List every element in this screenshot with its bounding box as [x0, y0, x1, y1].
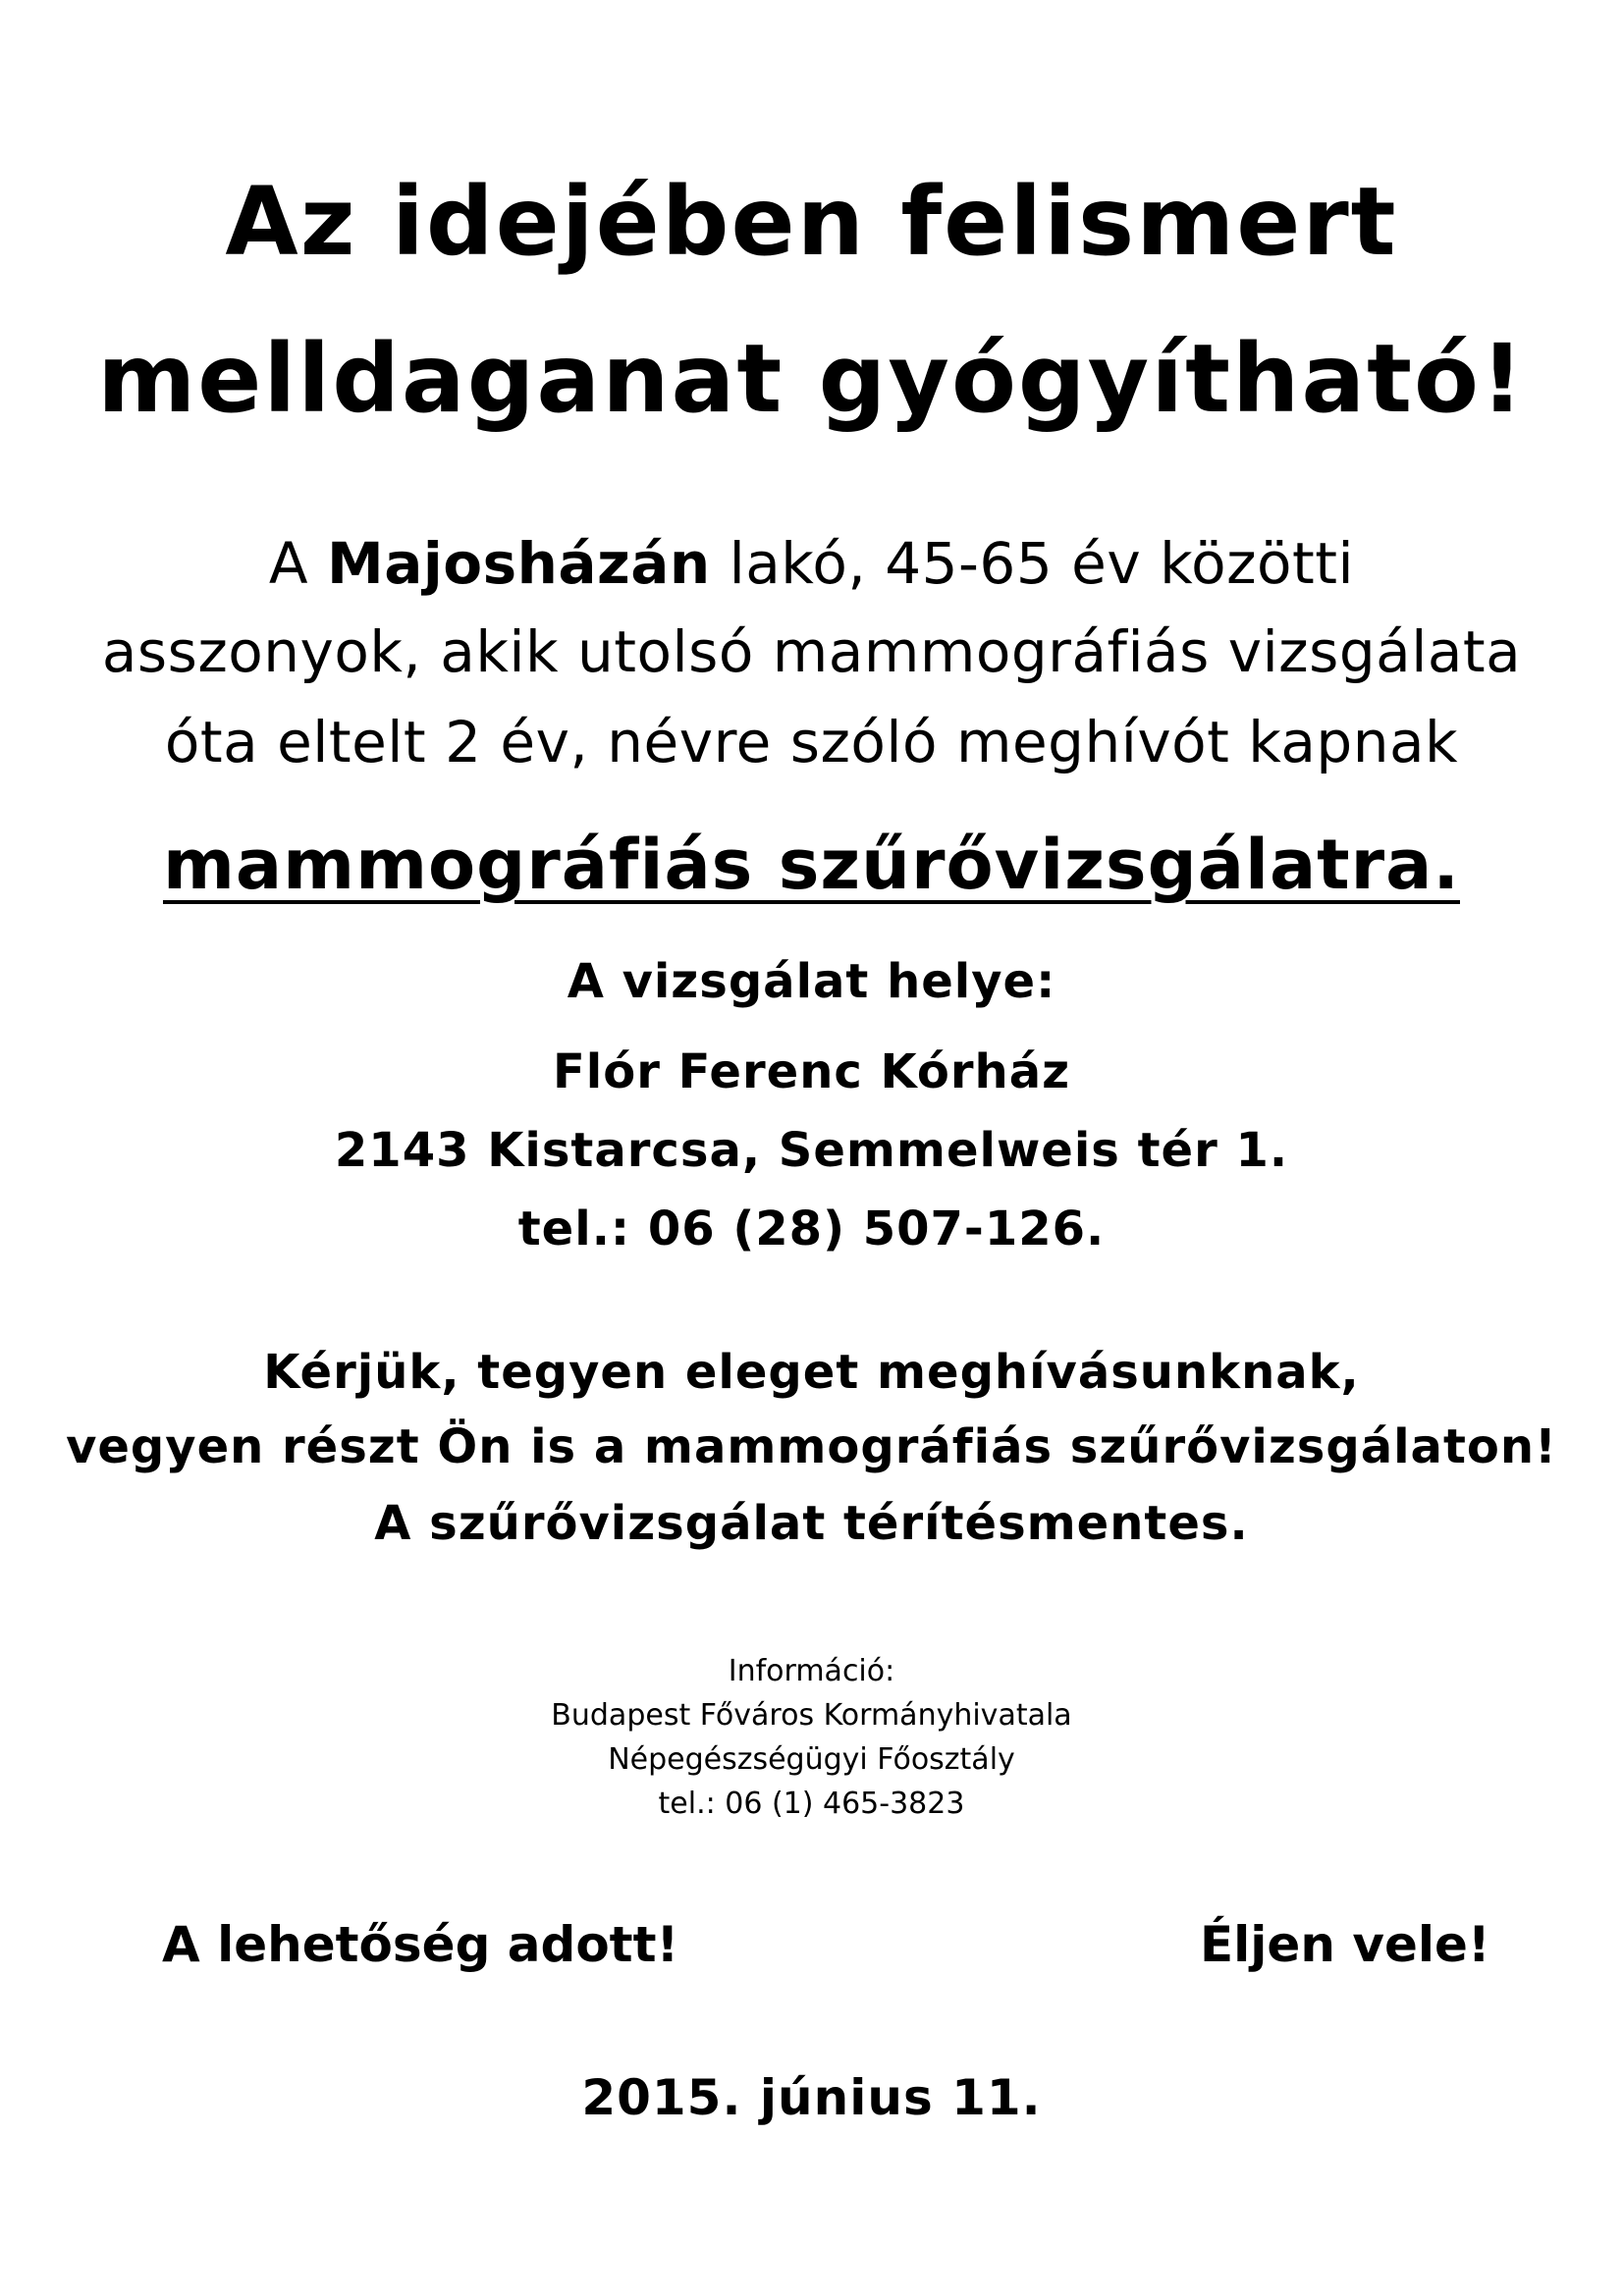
slogan-left: A lehetőség adott! [162, 1916, 679, 1973]
screening-title: mammográfiás szűrővizsgálatra. [162, 825, 1460, 905]
location-address: 2143 Kistarcsa, Semmelweis tér 1. [334, 1123, 1289, 1178]
intro-line-2: asszonyok, akik utolsó mammográfiás vizsgálata [101, 618, 1522, 685]
location-phone: tel.: 06 (28) 507-126. [517, 1201, 1106, 1256]
appeal-line-2: vegyen részt Ön is a mammográfiás szűrővizsgálaton! [66, 1419, 1557, 1474]
intro-place: Majosházán [326, 530, 711, 597]
flyer-date: 2015. június 11. [581, 2069, 1042, 2126]
info-phone: tel.: 06 (1) 465-3823 [658, 1787, 965, 1821]
headline-line-1: Az idejében felismert [225, 167, 1398, 277]
info-label: Információ: [728, 1654, 895, 1688]
slogan-right: Éljen vele! [1200, 1916, 1490, 1973]
appeal-line-1: Kérjük, tegyen eleget meghívásunknak, [263, 1345, 1360, 1400]
info-dept: Népegészségügyi Főosztály [608, 1742, 1015, 1777]
appeal-line-3: A szűrővizsgálat térítésmentes. [374, 1496, 1249, 1551]
intro-prefix: A [268, 530, 327, 597]
location-heading: A vizsgálat helye: [567, 954, 1056, 1009]
intro-line-1 [0, 530, 1623, 597]
headline-line-2: melldaganat gyógyítható! [97, 324, 1526, 434]
intro-line-3: óta eltelt 2 év, névre szóló meghívót kapnak [164, 709, 1459, 775]
intro-suffix: lakó, 45-65 év közötti [710, 530, 1355, 597]
info-org: Budapest Főváros Kormányhivatala [551, 1698, 1072, 1733]
location-name: Flór Ferenc Kórház [552, 1044, 1071, 1099]
